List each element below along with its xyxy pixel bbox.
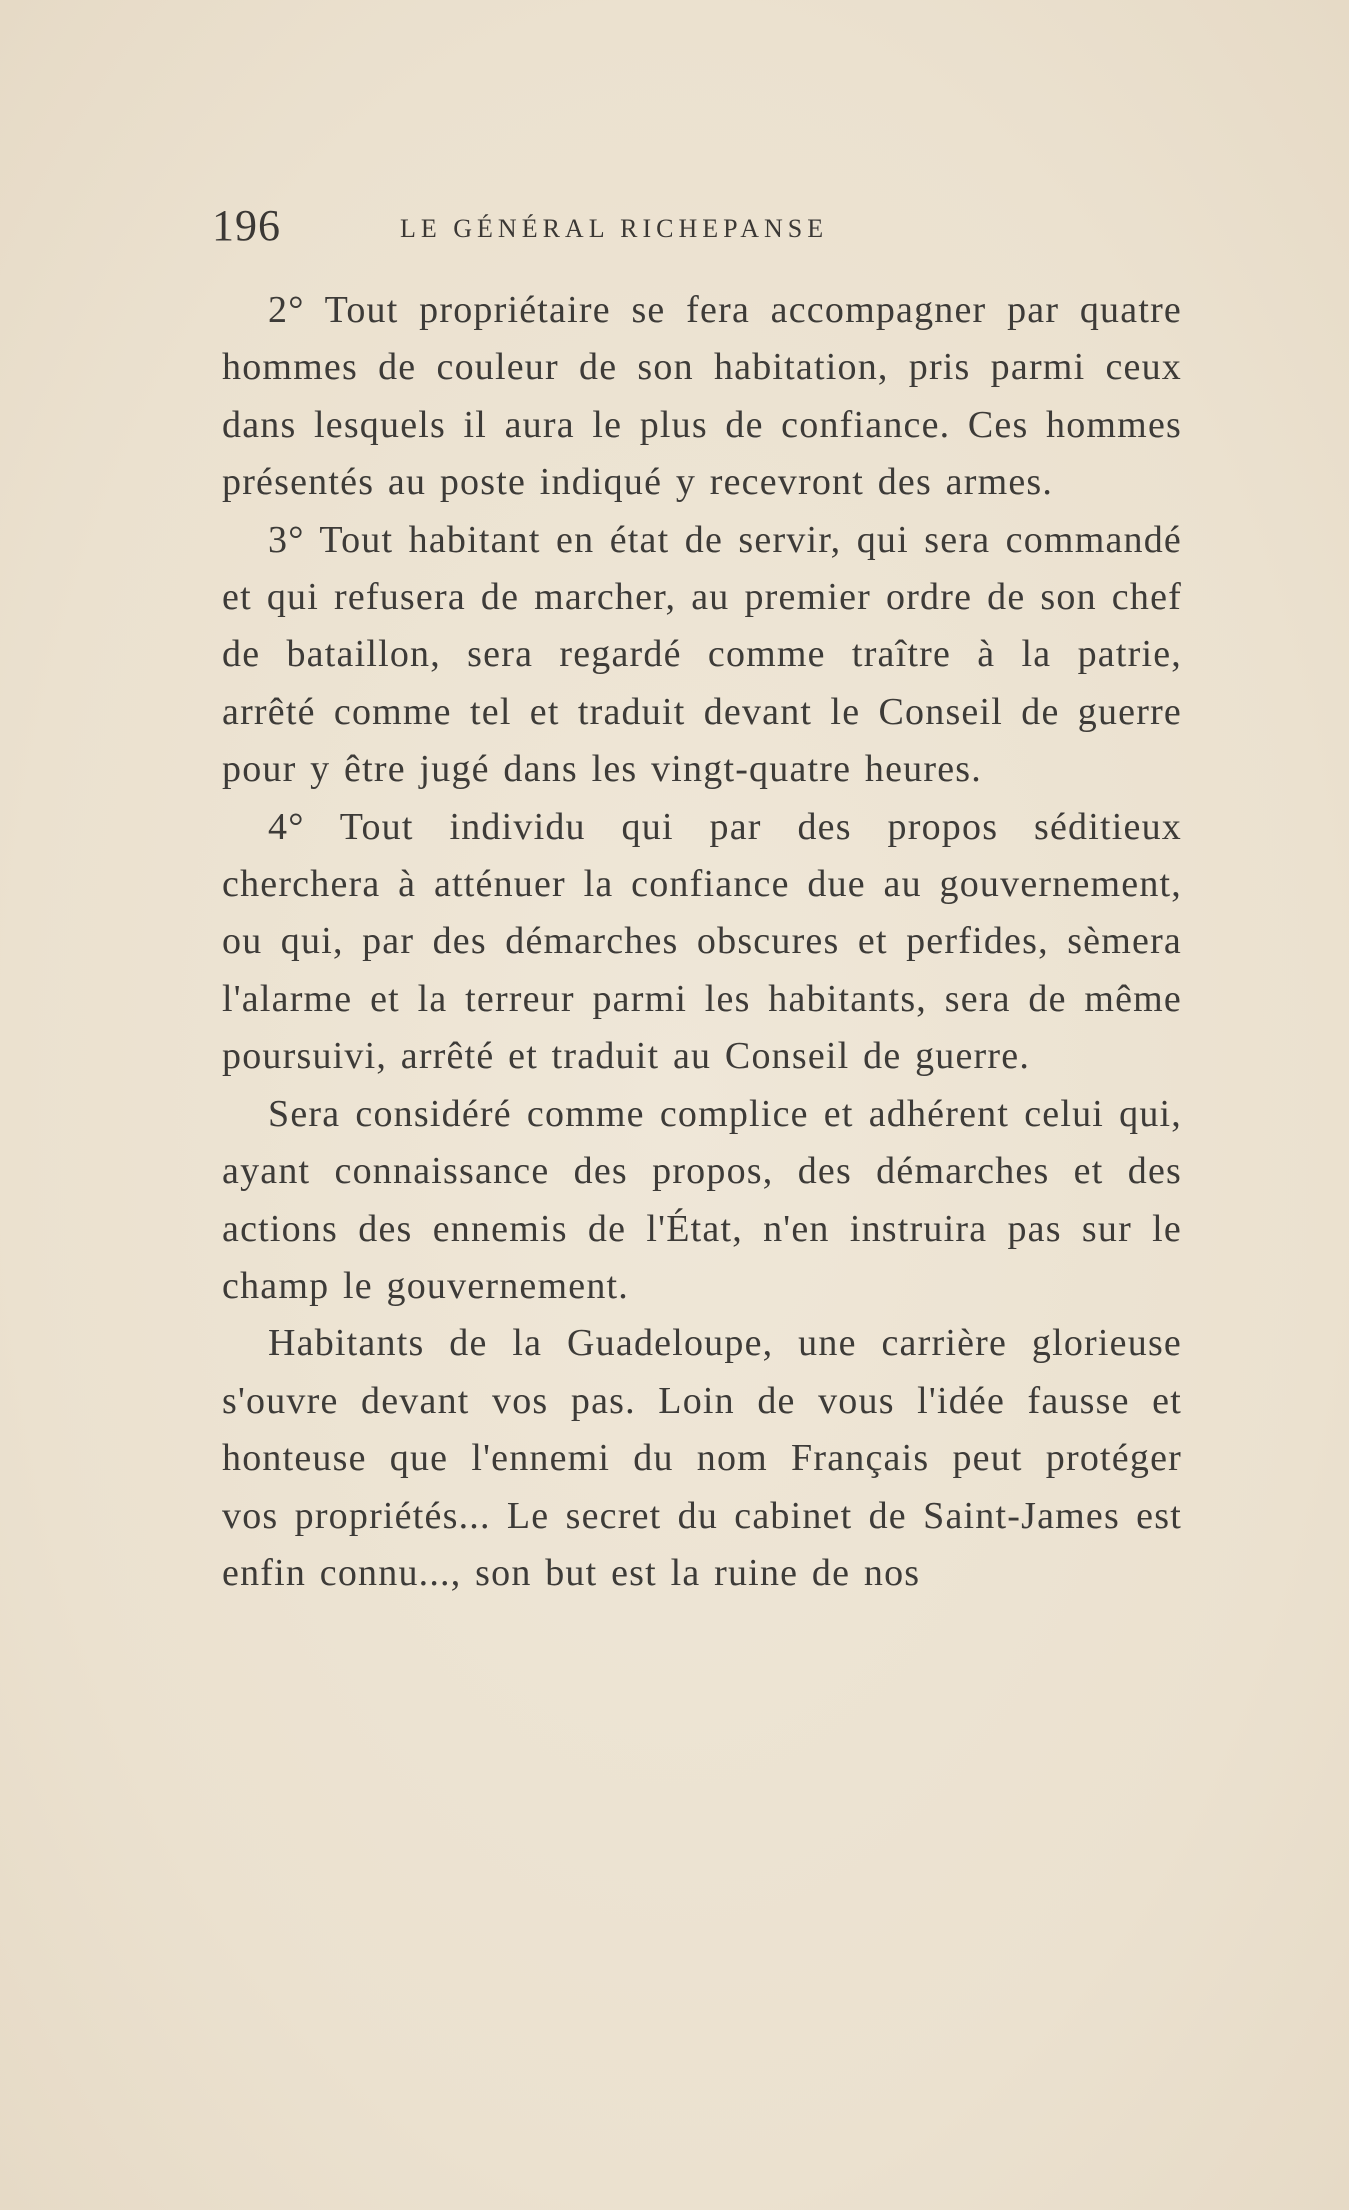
paragraph-complicity: Sera considéré comme complice et adhérent celui qui, ayant connaissance des propos, des démarches et des actions des ennemis de l'État, n'en instruira pas sur le champ le gouvernement. — [222, 1092, 1182, 1307]
paragraph-article-2: 2° Tout propriétaire se fera accompagner par quatre hommes de couleur de son habitation, pris parmi ceux dans lesquels il aura le plus de confiance. Ces hommes présentés au poste indiqué y recevront des armes. — [222, 289, 1182, 504]
page-number: 196 — [212, 201, 281, 250]
paragraph-article-4: 4° Tout individu qui par des propos séditieux cherchera à atténuer la confiance due au gouvernement, ou qui, par des démarches obscures et perfides, sèmera l'alarme et la terreur parmi les habitants, sera de même poursuivi, arrêté et traduit au Conseil de guerre. — [222, 805, 1182, 1078]
running-title: LE GÉNÉRAL RICHEPANSE — [400, 214, 829, 243]
page-header — [212, 200, 1182, 260]
paragraph-article-3: 3° Tout habitant en état de servir, qui sera commandé et qui refusera de marcher, au premier ordre de son chef de bataillon, sera regardé comme traître à la patrie, arrêté comme tel et traduit devant le Conseil de guerre pour y être jugé dans les vingt-quatre heures. — [222, 518, 1182, 791]
body-text — [222, 282, 1182, 1602]
paragraph-address-inhabitants: Habitants de la Guadeloupe, une carrière glorieuse s'ouvre devant vos pas. Loin de vous l'idée fausse et honteuse que l'ennemi du nom Français peut protéger vos propriétés... Le secret du cabinet de Saint-James est enfin connu..., son but est la ruine de nos — [222, 1322, 1182, 1594]
